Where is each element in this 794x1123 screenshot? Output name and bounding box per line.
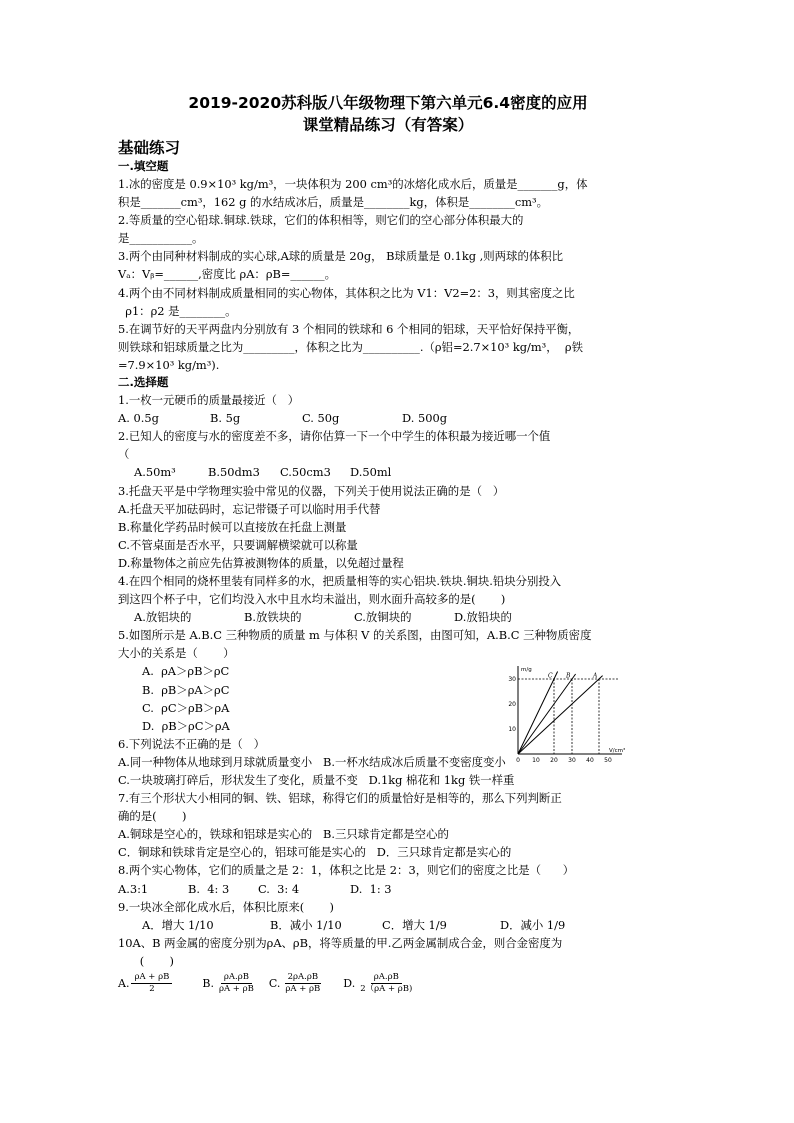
q-line: 2.等质量的空心铅球.铜球.铁球，它们的体积相等，则它们的空心部分体积最大的 [118, 213, 524, 228]
option: B．减小 1/10 [270, 917, 342, 932]
y-tick-label: 30 [508, 676, 516, 683]
q-line: 积是_______cm³，162 g 的水结成冰后，质量是________kg，体积是________cm³。 [118, 195, 548, 210]
option [118, 972, 172, 995]
series-label-b: B [566, 672, 571, 680]
denominator: 2 [149, 984, 155, 995]
mass-volume-graph [506, 660, 626, 770]
option: B. 4: 3 [188, 881, 230, 896]
option: D.称量物体之前应先估算被测物体的质量，以免超过量程 [118, 555, 404, 570]
q10-options [118, 972, 678, 995]
option: D. 1: 3 [350, 881, 392, 896]
q5-stem: 5.如图所示是 A.B.C 三种物质的质量 m 与体积 V 的关系图，由图可知，A.B.C 三种物质密度 [118, 628, 592, 643]
option [202, 972, 257, 995]
option [269, 972, 323, 995]
q-line: 是___________。 [118, 231, 204, 246]
y-tick-label: 10 [508, 726, 516, 733]
q4-stem: 到这四个杯子中，它们均没入水中且水均未溢出，则水面升高较多的是( ) [118, 592, 506, 607]
fill-in-questions [118, 175, 678, 374]
q7-stem: 7.有三个形状大小相同的铜、铁、铝球，称得它们的质量恰好是相等的，那么下列判断正 [118, 791, 562, 806]
q7-stem: 确的是( ) [118, 809, 187, 824]
option: B. ρB＞ρA＞ρC [142, 682, 230, 697]
q3-stem: 3.托盘天平是中学物理实验中常见的仪器，下列关于使用说法正确的是（ ） [118, 483, 505, 498]
option: A.托盘天平加砝码时，忘记带镊子可以临时用手代替 [118, 501, 381, 516]
option: C.不管桌面是否水平，只要调解横梁就可以称量 [118, 537, 358, 552]
option: B. 5g [210, 411, 241, 426]
q5-stem: 大小的关系是（ ） [118, 646, 235, 661]
option-label: A. [118, 977, 130, 991]
option [343, 972, 415, 995]
option-label: B. [202, 977, 214, 991]
y-tick-label: 20 [508, 701, 516, 708]
option: A.50m³ [134, 465, 176, 480]
option: C．增大 1/9 [382, 917, 447, 932]
q10-stem: ( ) [118, 953, 174, 968]
q-line: 3.两个由同种材料制成的实心球,A球的质量是 20g， B球质量是 0.1kg ,则两球的体积比 [118, 249, 564, 264]
part1-heading: 一.填空题 [118, 159, 169, 173]
x-tick-label: 50 [604, 757, 612, 764]
fraction [131, 972, 172, 995]
option: A.同一种物体从地球到月球就质量变小 B.一杯水结成冰后质量不变密度变小 [118, 754, 506, 769]
option: A.3:1 [118, 881, 149, 896]
denominator: 2（ρA + ρB) [360, 984, 413, 995]
option: C. 50g [302, 411, 340, 426]
q1-options [118, 409, 678, 427]
x-tick-label: 10 [532, 757, 540, 764]
option: B.称量化学药品时候可以直接放在托盘上测量 [118, 519, 347, 534]
numerator: ρA.ρB [221, 972, 252, 984]
x-tick-label: 30 [568, 757, 576, 764]
q-line: Vₐ：Vᵦ=______,密度比 ρA：ρB=______。 [118, 267, 336, 282]
title-line-1: 2019-2020苏科版八年级物理下第六单元6.4密度的应用 [188, 94, 588, 112]
q8-stem: 8.两个实心物体，它们的质量之是 2：1，体积之比是 2：3，则它们的密度之比是（ ） [118, 863, 575, 878]
q-line: =7.9×10³ kg/m³). [118, 357, 220, 372]
y-axis-label: m/g [521, 667, 532, 673]
denominator: ρA + ρB [218, 984, 254, 995]
q5-options [118, 662, 418, 734]
option-label: D. [343, 977, 356, 991]
option: D.放铅块的 [454, 610, 512, 625]
option: D．减小 1/9 [500, 917, 566, 932]
option: C.一块玻璃打碎后，形状发生了变化，质量不变 D.1kg 棉花和 1kg 铁一样重 [118, 773, 515, 787]
series-line-c [518, 672, 558, 755]
numerator: ρA.ρB [371, 972, 402, 984]
series-label-a: A [593, 672, 598, 680]
option-label: C. [268, 977, 281, 991]
option: D. 500g [402, 411, 448, 426]
series-line-a [518, 676, 603, 754]
numerator: ρA + ρB [131, 972, 172, 984]
option: C. 3: 4 [258, 881, 300, 896]
denominator: ρA + ρB [285, 984, 321, 995]
worksheet [118, 92, 678, 995]
numerator: 2ρA.ρB [285, 972, 322, 984]
fraction [282, 972, 323, 995]
option: B.50dm3 [208, 465, 260, 480]
q2-options [118, 463, 678, 481]
q-line: ρ1：ρ2 是________。 [118, 303, 237, 318]
x-axis-label: V/cm³ [609, 748, 626, 754]
option: A. 0.5g [118, 411, 159, 426]
q-line: 5.在调节好的天平两盘内分别放有 3 个相同的铁球和 6 个相同的铝球，天平恰好保持平衡， [118, 321, 580, 336]
option: C. ρC＞ρB＞ρA [142, 700, 230, 715]
part2-heading: 二.选择题 [118, 375, 169, 390]
q4-stem: 4.在四个相同的烧杯里装有同样多的水，把质量相等的实心铝块.铁块.铜块.铅块分别投入 [118, 573, 562, 588]
section-heading: 基础练习 [118, 139, 181, 157]
x-tick-label: 40 [586, 757, 594, 764]
option: C.放铜块的 [354, 610, 412, 625]
fraction [357, 972, 415, 995]
q9-stem: 9.一块冰全部化成水后，体积比原来( ) [118, 899, 334, 914]
q9-options [118, 916, 678, 934]
q-line: 1.冰的密度是 0.9×10³ kg/m³，一块体积为 200 cm³的冰熔化成水后，质量是_______g，体 [118, 177, 588, 191]
option: A. ρA＞ρB＞ρC [142, 664, 230, 679]
q6-stem: 6.下列说法不正确的是（ ） [118, 736, 266, 751]
option: D. ρB＞ρC＞ρA [142, 718, 230, 733]
option: A.铜球是空心的，铁球和铝球是实心的 B.三只球肯定都是空心的 [118, 827, 449, 842]
option: D.50ml [350, 465, 392, 480]
q-line: 4.两个由不同材料制成质量相同的实心物体，其体积之比为 V1：V2=2：3，则其密度之比 [118, 285, 575, 300]
fraction [216, 972, 257, 995]
x-tick-label: 20 [550, 757, 558, 764]
q2-stem-open: （ [118, 447, 130, 462]
option: C.50cm3 [280, 465, 331, 480]
q1-stem: 1.一枚一元硬币的质量最接近（ ） [118, 393, 300, 408]
q4-options [118, 608, 678, 626]
option: B.放铁块的 [244, 610, 302, 625]
option: A.放铝块的 [134, 610, 192, 625]
q-line: 则铁球和铝球质量之比为_________，体积之比为__________.（ρ铝=2.7×10³ kg/m³， ρ铁 [118, 339, 583, 354]
x-tick-label: 0 [516, 757, 520, 764]
title-line-2: 课堂精品练习（有答案） [302, 116, 474, 134]
q8-options [118, 880, 678, 898]
option: C．铜球和铁球肯定是空心的，铝球可能是实心的 D．三只球肯定都是实心的 [118, 845, 512, 860]
option: A．增大 1/10 [142, 917, 214, 932]
q10-stem: 10A、B 两金属的密度分别为ρA、ρB，将等质量的甲.乙两金属制成合金，则合金密度为 [118, 935, 563, 950]
series-label-c: C [548, 672, 553, 680]
q2-stem: 2.已知人的密度与水的密度差不多，请你估算一下一个中学生的体积最为接近哪一个值 [118, 429, 551, 444]
series-line-b [518, 674, 576, 754]
